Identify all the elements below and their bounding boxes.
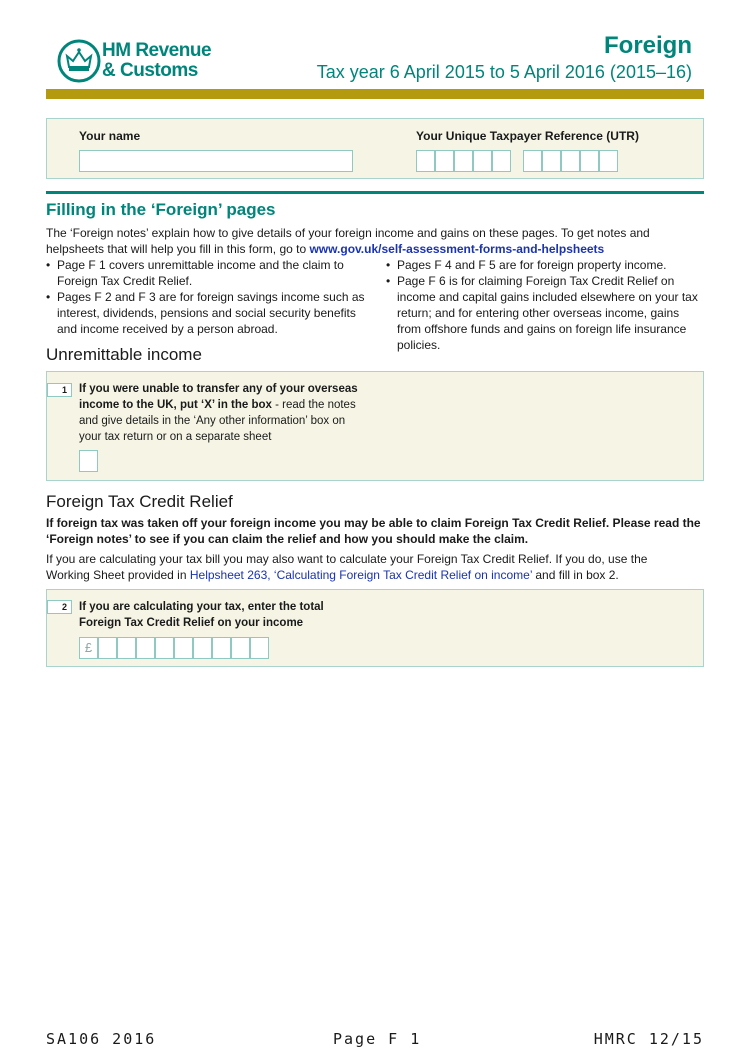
ftcr-para [46,551,686,583]
unremittable-heading: Unremittable income [46,345,202,364]
ftcr-para-end: and fill in box 2. [532,568,619,582]
utr-label: Your Unique Taxpayer Reference (UTR) [416,129,639,143]
helpsheets-link[interactable]: www.gov.uk/self-assessment-forms-and-helpsheets [309,242,605,256]
amount-digit[interactable] [250,637,269,659]
amount-digit[interactable] [98,637,117,659]
ftcr-bold-para: If foreign tax was taken off your foreign income you may be able to claim Foreign Tax Credit Relief. Please read the ‘Foreign notes’ to see if you can claim the relief and how you should make the claim. [46,516,701,546]
box2-panel [46,589,704,667]
box1-question [79,381,369,445]
footer-version: HMRC 12/15 [593,1030,704,1048]
utr-digit[interactable] [599,150,618,172]
box1-question-rest: - read the notes and give details in the ‘Any other information’ box on your tax return or on a separate sheet [79,399,356,443]
list-item: • Page F 6 is for claiming Foreign Tax Credit Relief on income and capital gains included elsewhere on your tax return; and for entering other overseas income, gains from offshore funds and gains on foreign life insurance policies. [386,273,706,353]
utr-digit[interactable] [523,150,542,172]
ftcr-amount-input[interactable] [79,637,259,659]
section-rule [46,191,704,194]
amount-digit[interactable] [231,637,250,659]
logo-line2: & Customs [102,60,198,81]
intro-paragraph [46,225,706,257]
name-input[interactable] [79,150,353,172]
box-number: 1 [47,383,72,397]
intro-heading: Filling in the ‘Foreign’ pages [46,200,276,219]
box-number: 2 [47,600,72,614]
box2-question: If you are calculating your tax, enter the total Foreign Tax Credit Relief on your income [79,601,324,629]
amount-digit[interactable] [193,637,212,659]
logo-line1: HM Revenue [102,40,212,61]
form-title: Foreign [604,32,692,59]
currency-symbol: £ [79,637,98,659]
footer-form-code: SA106 2016 [46,1030,157,1048]
unremittable-checkbox[interactable] [79,450,98,472]
intro-text: The ‘Foreign notes’ explain how to give details of your foreign income and gains on these pages. To get notes and helpsheets that will help you fill in this form, go to [46,226,650,256]
list-item: • Page F 1 covers unremittable income and the claim to Foreign Tax Credit Relief. [46,257,366,289]
crown-icon [56,38,102,84]
utr-digit[interactable] [561,150,580,172]
intro-bullets-right [386,257,706,353]
utr-digit[interactable] [580,150,599,172]
amount-digit[interactable] [117,637,136,659]
header-bar [46,89,704,99]
identity-panel [46,118,704,179]
list-item: • Pages F 2 and F 3 are for foreign savings income such as interest, dividends, pensions and social security benefits and income received by a person abroad. [46,289,366,337]
hmrc-logo-text [102,41,211,81]
amount-digit[interactable] [174,637,193,659]
intro-bullets-left [46,257,366,337]
box1-question-bold: If you were unable to transfer any of your overseas income to the UK, put ‘X’ in the box [79,383,358,411]
box1-panel [46,371,704,481]
amount-digit[interactable] [212,637,231,659]
footer-page-number: Page F 1 [333,1030,422,1048]
utr-digit[interactable] [435,150,454,172]
utr-digit[interactable] [542,150,561,172]
utr-digit[interactable] [492,150,511,172]
amount-digit[interactable] [155,637,174,659]
name-label: Your name [79,129,141,143]
ftcr-para-start: If you are calculating your tax bill you may also want to calculate your Foreign Tax Credit Relief. If you do, use the Working Sheet provided in [46,552,648,582]
utr-input[interactable] [416,150,626,172]
utr-digit[interactable] [454,150,473,172]
utr-digit[interactable] [416,150,435,172]
amount-digit[interactable] [136,637,155,659]
tax-year: Tax year 6 April 2015 to 5 April 2016 (2015–16) [316,62,692,82]
helpsheet-263-link[interactable]: Helpsheet 263, ‘Calculating Foreign Tax Credit Relief on income’ [189,568,533,582]
utr-digit[interactable] [473,150,492,172]
list-item: • Pages F 4 and F 5 are for foreign property income. [386,257,706,273]
ftcr-heading: Foreign Tax Credit Relief [46,492,233,511]
